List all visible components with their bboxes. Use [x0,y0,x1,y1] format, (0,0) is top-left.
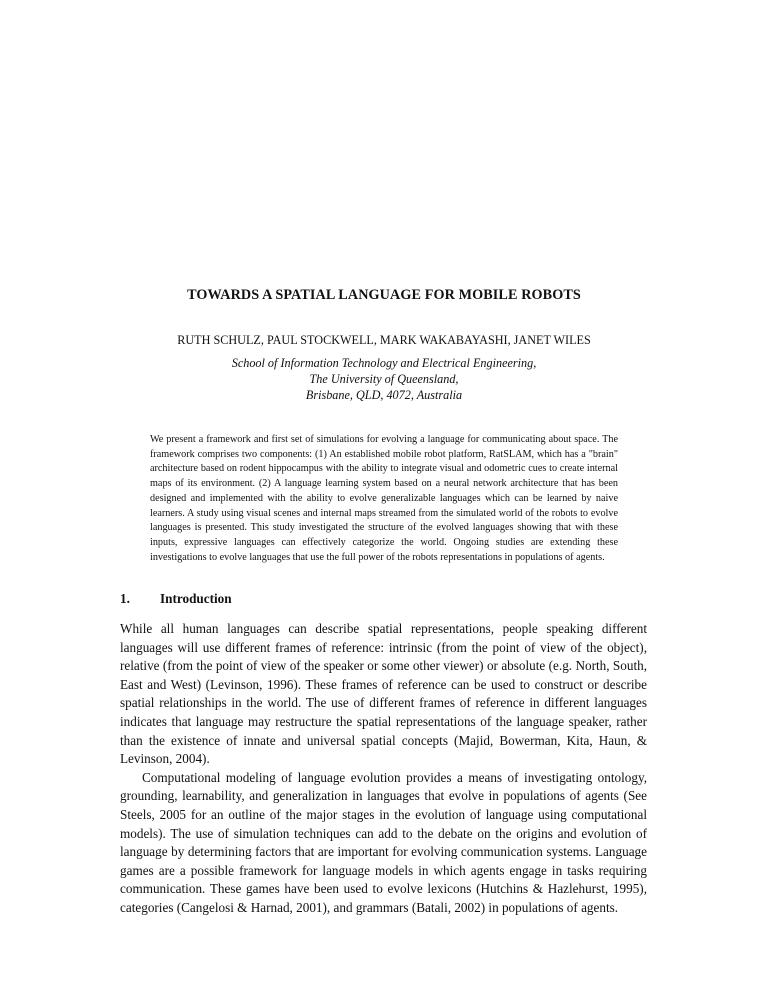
author-list: RUTH SCHULZ, PAUL STOCKWELL, MARK WAKABAYASHI, JANET WILES [177,333,591,347]
section-body [120,620,647,918]
body-paragraph: While all human languages can describe spatial representations, people speaking different languages will use different frames of reference: intrinsic (from the point of view of the object), relative (from the point of view of the speaker or some other viewer) or absolute (e.g. North, South, East and West) (Levinson, 1996). These frames of reference can be used to construct or describe spatial relationships in the world. The use of different frames of reference in different languages indicates that language may restructure the spatial representations of the language speaker, rather than the existence of innate and universal spatial concepts (Majid, Bowerman, Kita, Haun, & Levinson, 2004). [120,621,647,767]
affiliation-line: The University of Queensland, [309,372,459,386]
body-paragraph: Computational modeling of language evolution provides a means of investigating ontology, grounding, learnability, and generalization in languages that evolve in populations of agents (See Steels, 2005 for an outline of the major stages in the evolution of language using computational models). The use of simulation techniques can add to the debate on the origins and evolution of language by determining factors that are important for evolving communication systems. Language games are a possible framework for language models in which agents engage in tasks requiring communication. These games have been used to evolve lexicons (Hutchins & Hazlehurst, 1995), categories (Cangelosi & Harnad, 2001), and grammars (Batali, 2002) in populations of agents. [120,769,647,915]
paper-title: TOWARDS A SPATIAL LANGUAGE FOR MOBILE ROBOTS [187,287,581,303]
section-title: Introduction [160,591,232,606]
abstract: We present a framework and first set of simulations for evolving a language for communicating about space. The framework comprises two components: (1) An established mobile robot platform, RatSLAM, which has a "brain" architecture based on rodent hippocampus with the ability to integrate visual and odometric cues to create internal maps of its environment. (2) A language learning system based on a neural network architecture that has been designed and implemented with the ability to evolve generalizable languages which can be learned by naive learners. A study using visual scenes and internal maps streamed from the simulated world of the robots to evolve languages is presented. This study investigated the structure of the evolved languages showing that with these inputs, expressive languages can effectively categorize the world. Ongoing studies are extending these investigations to evolve languages that use the full power of the robots representations in populations of agents. [150,434,618,563]
section-heading [120,591,232,607]
affiliation [0,355,768,403]
section-number: 1. [120,591,130,606]
affiliation-line: School of Information Technology and Electrical Engineering, [231,356,537,370]
affiliation-line: Brisbane, QLD, 4072, Australia [305,388,463,402]
